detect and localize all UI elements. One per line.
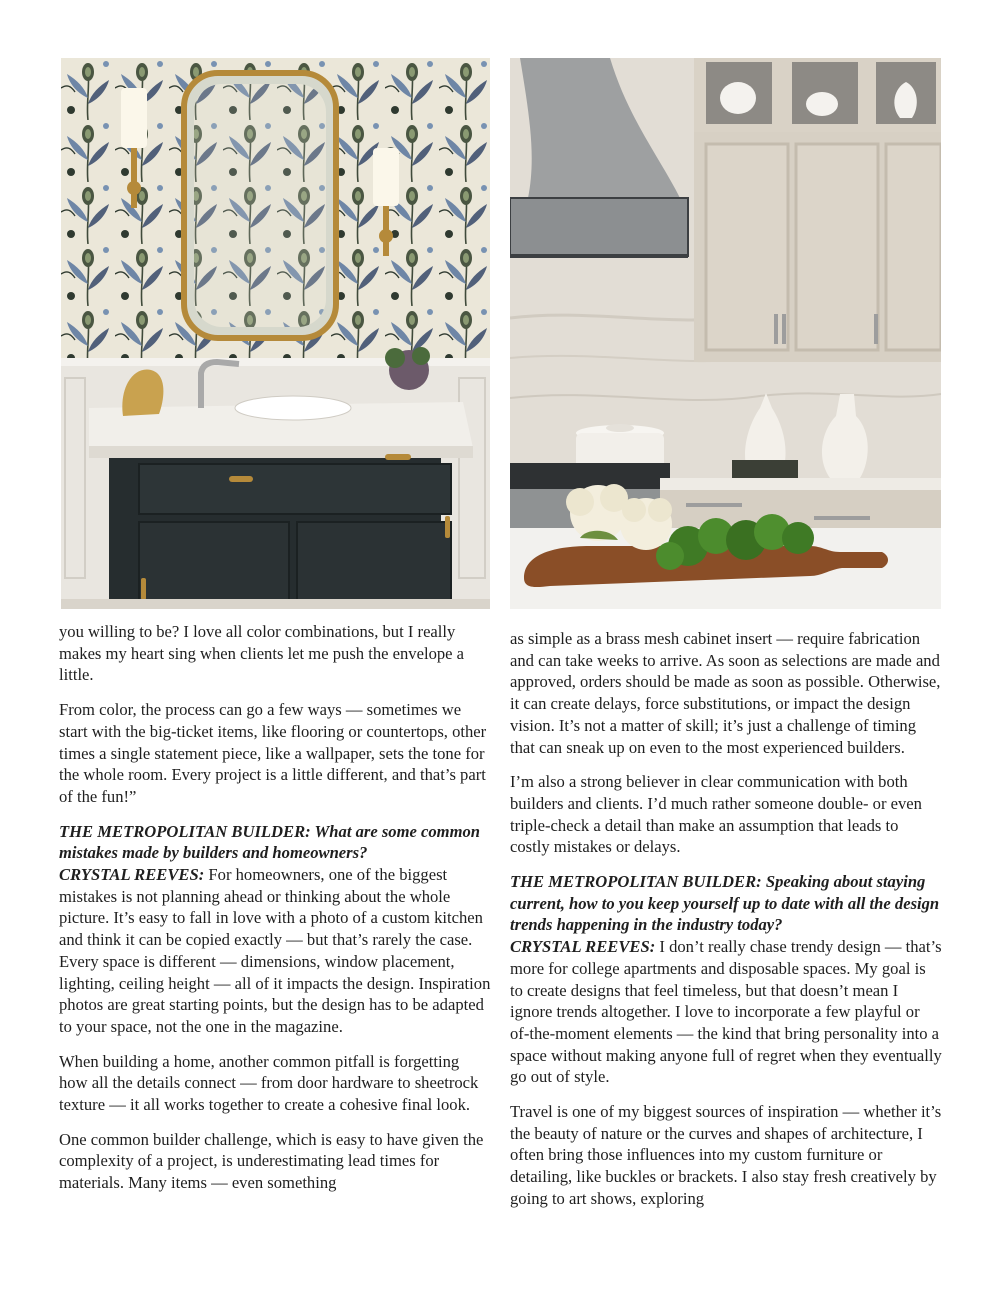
body-paragraph: I’m also a strong believer in clear communication with both builders and clients. I’d much rather someone double- or even triple-check a detail than make an assumption that leads to costly mistakes or delays. [510, 772, 922, 857]
article-column-right [510, 628, 942, 1223]
body-paragraph: as simple as a brass mesh cabinet insert — require fabrication and can take weeks to arrive. As soon as selections are made and approved, orders should be made as soon as possible. Otherwise, it can create delays, force substitutions, or impact the design vision. It’s not a matter of skill; it’s just a challenge of timing that can sneak up on even to the most experienced builders. [510, 629, 941, 757]
article-column-left [59, 621, 491, 1207]
interview-speaker: CRYSTAL REEVES: [59, 865, 205, 885]
body-paragraph: When building a home, another common pitfall is forgetting how all the details connect — from door hardware to sheetrock texture — it all works together to create a cohesive final look. [59, 1051, 479, 1115]
interview-qa [59, 821, 491, 1038]
powder-room-photo [61, 58, 490, 609]
body-paragraph: One common builder challenge, which is easy to have given the complexity of a project, is underestimating lead times for materials. Many items — even something [59, 1129, 484, 1193]
body-paragraph: From color, the process can go a few ways — sometimes we start with the big-ticket items, like flooring or countertops, other times a single statement piece, like a wallpaper, sets the tone for the whole room. Every project is a little different, and that’s part of the fun!” [59, 700, 487, 806]
kitchen-photo [510, 58, 941, 609]
body-paragraph: Travel is one of my biggest sources of inspiration — whether it’s the beauty of nature or the curves and shapes of architecture, I often bring those influences into my custom furniture or detailing, like buckles or brackets. I also stay fresh creatively by going to art shows, exploring [510, 1102, 942, 1208]
powder-room-illustration [61, 58, 490, 609]
interview-question: THE METROPOLITAN BUILDER: What are some common mistakes made by builders and homeowners? [59, 821, 481, 863]
interview-question: THE METROPOLITAN BUILDER: Speaking about staying current, how to you keep yourself up to date with all the design trends happening in the industry today? [510, 872, 940, 935]
interview-speaker: CRYSTAL REEVES: [510, 937, 656, 957]
interview-answer: For homeowners, one of the biggest mistakes is not planning ahead or thinking about the whole picture. It’s easy to fall in love with a photo of a custom kitchen and think it can be copied exactly — but that’s rarely the case. Every space is different — dimensions, window placement, lighting, ceiling height — all of it impacts the design. Inspiration photos are great starting points, but the design has to be adapted to your space, not the one in the magazine. [59, 865, 491, 1036]
body-paragraph: you willing to be? I love all color combinations, but I really makes my heart sing when clients let me push the envelope a little. [59, 622, 465, 685]
kitchen-illustration [510, 58, 941, 609]
interview-answer: I don’t really chase trendy design — that’s more for college apartments and disposable spaces. My goal is to create designs that feel timeless, but that doesn’t mean I ignore trends altogether. I love to incorporate a few playful or of-the-moment elements — the kind that bring personality into a space without making anyone full of regret when they eventually go out of style. [510, 937, 942, 1087]
interview-qa [510, 871, 942, 1088]
